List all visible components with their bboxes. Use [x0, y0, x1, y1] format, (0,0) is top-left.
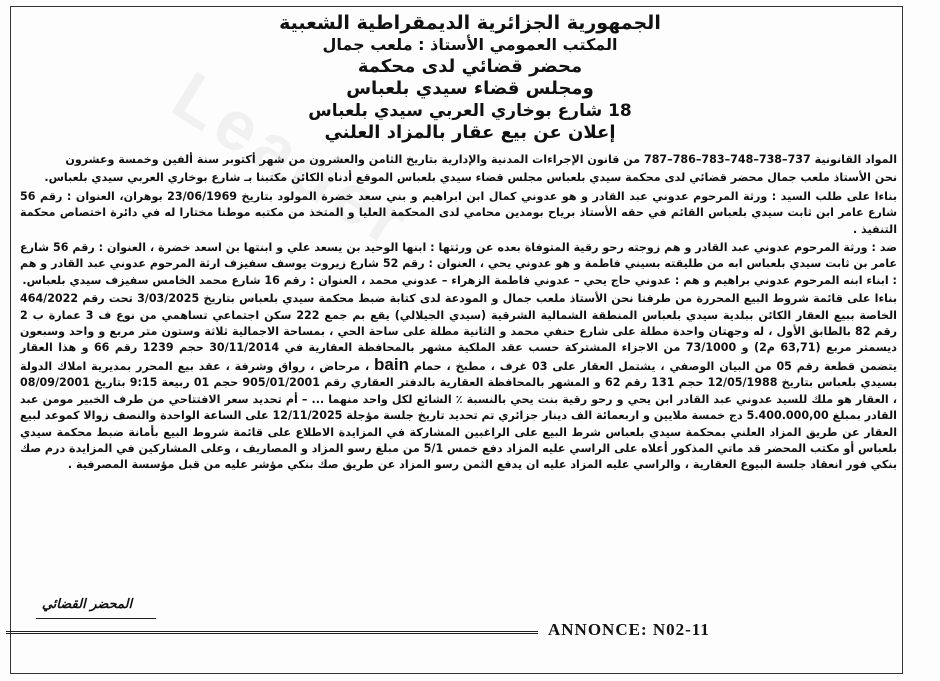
header-address: 18 شارع بوخاري العربي سيدي بلعباس — [308, 101, 632, 121]
header-title: إعلان عن بيع عقار بالمزاد العلني — [324, 122, 616, 143]
property-text-part2: ، مرحاض ، رواق وشرفة ، عقد بيع المحرر بمديرية املاك الدولة بسيدي بلعباس بتاريخ 12/05/1988 حجم 131 رقم 62 و المشهر بالمحافظة العقارية بالدفتر العقاري رقم 905/01/2001 حجم 01 ربيعة 9:15 بتاريخ 08/09/2001 ، العقار هو ملك للسيد عدوني عبد القادر ابن يحي و رحو رقية بنت يحي بالنسبة ٪ الشائع لكل واحد منهما ... – أم تحديد سعر الافتتاحي من طرف الخبير مومن عبد القادر بمبلغ 5.400.000,00 دج خمسة ملايين و اربعمائة الف دينار جزائري تم تحديد تاريخ جلسة مؤجلة 12/11/2025 على الساعة الواحدة والنصف زوالا كموعد لبيع العقار عن طريق المزاد العلني بمحكمة سيدي بلعباس شرط البيع على الراغبين المشاركة في المزايدة الاطلاع على قائمة شروط البيع بأمانة ضبط محكمة سيدي بلعباس أو مكتب المحضر قد ماتي المذكور أعلاه على الراسي عليه المزاد دفع خمس 5/1 من مبلغ رسو المزاد و المصاريف ، وعلى المشاركين في المزايدة درم صك بنكي فور انعقاد جلسة البيوع العقارية ، والراسي عليه المزاد عليه ان يدفع الثمن رسو المزاد عن طريق صك بنكي مؤشر عليه من قبل مؤسسة المصرفية . — [20, 359, 898, 472]
header-court: ومجلس قضاء سيدي بلعباس — [346, 78, 594, 99]
annonce-number: ANNONCE: N02-11 — [548, 620, 710, 639]
header-bailiff: محضر قضائي لدى محكمة — [357, 56, 583, 77]
paragraph-plaintiff: بناءا على طلب السيد : ورثة المرحوم عدوني عبد القادر و هو عدوني كمال ابن ابراهيم و بني سعد خضرة المولود بتاريخ 23/06/1969 بوهران، العنوان : رقم 56 شارع عامر ابن ثابت سيدي بلعباس القائم في حقه الأستاذ برياح بومدين محامي لدى المحكمة العليا و المتخذ من مكتبه موطنا مختارا له في دائرة اختصاص محكمة التنفيذ . — [20, 189, 897, 236]
annonce-rule — [6, 631, 538, 634]
paragraph-bailiff: نحن الأستاذ ملعب جمال محضر قضائي لدى محكمة سيدي بلعباس مجلس قضاء سيدي بلعباس الموقع أدناه الكائن مكتبنا بـ شارع بوخاري العربي سيدي بلعباس. — [44, 171, 897, 185]
announcement-header — [200, 12, 740, 144]
header-republic: الجمهورية الجزائرية الديمقراطية الشعبية — [279, 12, 661, 34]
announcement-body — [20, 152, 897, 476]
signature: المحضر القضائي — [41, 597, 133, 612]
paragraph-defendants: ضد : ورثة المرحوم عدوني عبد القادر و هم زوجته رحو رقية المتوفاة بعده عن ورثتها : ابنها الوحيد بن يسعد علي و ابنتها بن اسعد خضرة ، العنوان : رقم 56 شارع عامر بن ثابت سيدي بلعباس ابه من طليقته بسيني فاطمة و هو عدوني يحي ، العنوان : رقم 52 شارع زيروت يوسف سفيزف ارثة المرحوم عدوني عبد القادر و هم : ابناء ابنه المرحوم عدوني براهيم و هم : عدوني حاج يحي – عدوني فاطمة الزهراء – عدوني محمد ، العنوان : رقم 16 شارع محمد الخامس سفيزف سيدي بلعباس. — [20, 241, 898, 287]
property-text-part1: بناءا على قائمة شروط البيع المحررة من طرفنا نحن الأستاذ ملعب جمال و المودعة لدى كتابة ضبط محكمة سيدي بلعباس بتاريخ 3/03/2025 تحت رقم 464/2022 الخاصة ببيع العقار الكائن ببلدية سيدي بلعباس المنطقة الشمالية الشرقية (سيدي الجيلالي) يقع بم جمع 222 سكن اجتماعي تساهمي من نوع ف 3 عمارة ب 2 رقم 82 بالطابق الأول ، له وجهتان واحدة مطلة على شارع حنفي محمد و الثانية مطلة على ساحة الحي ، بمساحة الاجمالية ثلاثة وستون متر مربع و واحد وسبعون ديسمتر مربع (63,71 م2) و 73/1000 من الاجزاء المشتركة حسب عقد الملكية مشهر بالمحافظة العقارية في 30/11/2014 حجم 1239 رقم 66 و هذا العقار يتضمن قطعة رقم 05 من البيان الوصفي ، يشتمل العقار على 03 غرف ، مطبخ ، حمام — [20, 292, 898, 373]
signature-underline — [36, 618, 156, 619]
bain-word: bain — [374, 354, 409, 374]
header-office: المكتب العمومي الأستاذ : ملعب جمال — [322, 35, 618, 54]
paragraph-legal-articles: المواد القانونية 737–738–748–783–786–787 من قانون الإجراءات المدنية والإدارية بتاريخ الثامن والعشرون من شهر أكتوبر سنة ألفين وخمسة وعشرون — [65, 153, 897, 166]
paragraph-property — [20, 291, 897, 473]
